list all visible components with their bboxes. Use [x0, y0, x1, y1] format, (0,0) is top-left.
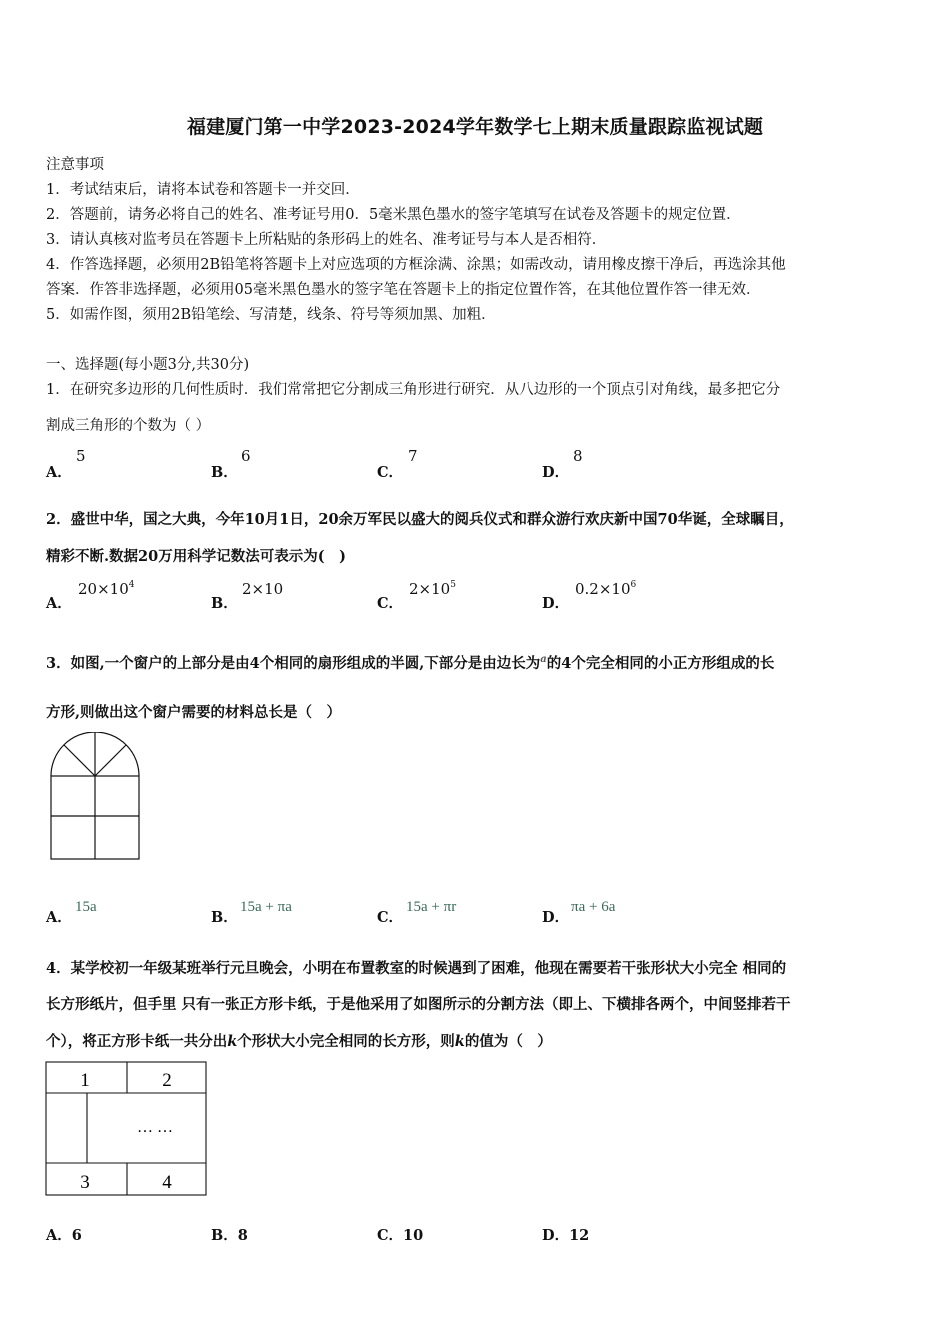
q1-option-a-value: 5: [76, 447, 86, 465]
q3-option-b-label: B．: [211, 909, 238, 926]
q2-d-base: 0.2×10: [575, 580, 631, 598]
q3-option-a-value: 15a: [75, 899, 97, 915]
q3-option-c-value: 15a + πr: [406, 899, 457, 915]
sector-radius: [95, 745, 126, 776]
q2-option-a-value: [78, 580, 134, 598]
cell-label-1: 1: [80, 1070, 90, 1091]
notice-item: 4．作答选择题，必须用2B铅笔将答题卡上对应选项的方框涂满、涂黑；如需改动，请用橡皮擦干净后，再选涂其他: [46, 257, 786, 273]
sector-radius: [64, 745, 95, 776]
notice-item: 3．请认真核对监考员在答题卡上所粘贴的条形码上的姓名、准考证号与本人是否相符．: [46, 232, 607, 248]
q4-text-part: 个形状大小完全相同的长方形，则: [237, 1033, 455, 1050]
q4-text-part: 的值为（ ）: [464, 1033, 552, 1050]
q4-text: [46, 1030, 552, 1051]
card-outline: [46, 1062, 206, 1195]
section-heading: 一、选择题(每小题3分,共30分): [46, 357, 250, 373]
q2-option-d-label: D．: [542, 595, 570, 612]
q1-text: 割成三角形的个数为（ ）: [46, 418, 211, 434]
q4-option-c-label: C．: [377, 1227, 404, 1244]
q2-option-c-value: [409, 580, 456, 598]
q3-text-part: 3．如图,一个窗户的上部分是由4个相同的扇形组成的半圆,下部分是由边长为: [46, 655, 541, 672]
cell-label-4: 4: [162, 1172, 172, 1193]
q2-a-exponent: 4: [128, 580, 135, 590]
q2-option-a-label: A．: [46, 595, 72, 612]
q4-option-d-label: D．: [542, 1227, 570, 1244]
q4-option-d-value: 12: [569, 1227, 590, 1244]
q1-option-b-value: 6: [241, 447, 251, 465]
q2-c-base: 2×10: [409, 580, 451, 598]
q2-text: 精彩不断.数据20万用科学记数法可表示为( ): [46, 548, 346, 565]
window-diagram: [48, 732, 142, 862]
q4-text: 长方形纸片，但手里 只有一张正方形卡纸，于是他采用了如图所示的分割方法（即上、下横排各两个，中间竖排若干: [46, 996, 791, 1013]
q3-option-c-label: C．: [377, 909, 404, 926]
q4-option-a-value: 6: [71, 1227, 82, 1244]
q1-option-a-label: A．: [46, 464, 72, 481]
page-title: 福建厦门第一中学2023-2024学年数学七上期末质量跟踪监视试题: [186, 116, 764, 138]
q4-option-a-label: A．: [46, 1227, 72, 1244]
notice-item: 1．考试结束后，请将本试卷和答题卡一并交回．: [46, 182, 360, 198]
square-card-diagram: [45, 1061, 207, 1197]
q2-option-c-label: C．: [377, 595, 404, 612]
q4-text: 4．某学校初一年级某班举行元旦晚会，小明在布置教室的时候遇到了困难，他现在需要若干张形状大小完全 相同的: [46, 960, 787, 977]
q2-option-d-value: [575, 580, 636, 598]
q4-variable-k: k: [227, 1033, 238, 1050]
q2-d-exponent: 6: [630, 580, 637, 590]
cell-label-2: 2: [162, 1070, 172, 1091]
q3-option-d-label: D．: [542, 909, 570, 926]
q4-option-a: [46, 1224, 82, 1245]
q2-option-b-label: B．: [211, 595, 238, 612]
q4-option-b-value: 8: [237, 1227, 248, 1244]
q1-option-c-label: C．: [377, 464, 404, 481]
q3-text: 方形,则做出这个窗户需要的材料总长是（ ）: [46, 704, 342, 721]
q4-option-c: [377, 1224, 423, 1245]
q2-c-exponent: 5: [450, 580, 456, 590]
q4-text-part: 个），将正方形卡纸一共分出: [46, 1033, 228, 1050]
cell-ellipsis: … …: [137, 1119, 173, 1136]
q3-text-part: 的4个完全相同的小正方形组成的长: [546, 655, 775, 672]
notice-item: 5．如需作图，须用2B铅笔绘、写清楚，线条、符号等须加黑、加粗．: [46, 307, 496, 323]
q3-option-a-label: A．: [46, 909, 72, 926]
q3-text: [46, 652, 774, 673]
q1-text: 1．在研究多边形的几何性质时．我们常常把它分割成三角形进行研究．从八边形的一个顶点引对角线，最多把它分: [46, 382, 781, 398]
q1-option-b-label: B．: [211, 464, 238, 481]
q3-option-d-value: πa + 6a: [571, 899, 616, 915]
q2-a-base: 20×10: [78, 580, 129, 598]
notice-item: 答案．作答非选择题，必须用05毫米黑色墨水的签字笔在答题卡上的指定位置作答，在其他位置作答一律无效．: [46, 282, 761, 298]
q4-option-c-value: 10: [403, 1227, 424, 1244]
q4-option-b: [211, 1224, 248, 1245]
q2-text: 2．盛世中华，国之大典，今年10月1日，20余万军民以盛大的阅兵仪式和群众游行欢庆新中国70华诞，全球瞩目，: [46, 511, 794, 528]
notice-item: 2．答题前，请务必将自己的姓名、准考证号用0．5毫米黑色墨水的签字笔填写在试卷及答题卡的规定位置．: [46, 207, 741, 223]
q3-option-b-value: 15a + πa: [240, 899, 292, 915]
q4-variable-k: k: [454, 1033, 465, 1050]
q3-variable-a: a: [540, 654, 547, 665]
q1-option-d-label: D．: [542, 464, 570, 481]
notice-heading: 注意事项: [46, 157, 104, 173]
q1-option-d-value: 8: [573, 447, 583, 465]
q1-option-c-value: 7: [408, 447, 418, 465]
cell-label-3: 3: [80, 1172, 90, 1193]
q4-option-d: [542, 1224, 589, 1245]
q2-option-b-value: 2×10: [242, 580, 284, 598]
q4-option-b-label: B．: [211, 1227, 238, 1244]
